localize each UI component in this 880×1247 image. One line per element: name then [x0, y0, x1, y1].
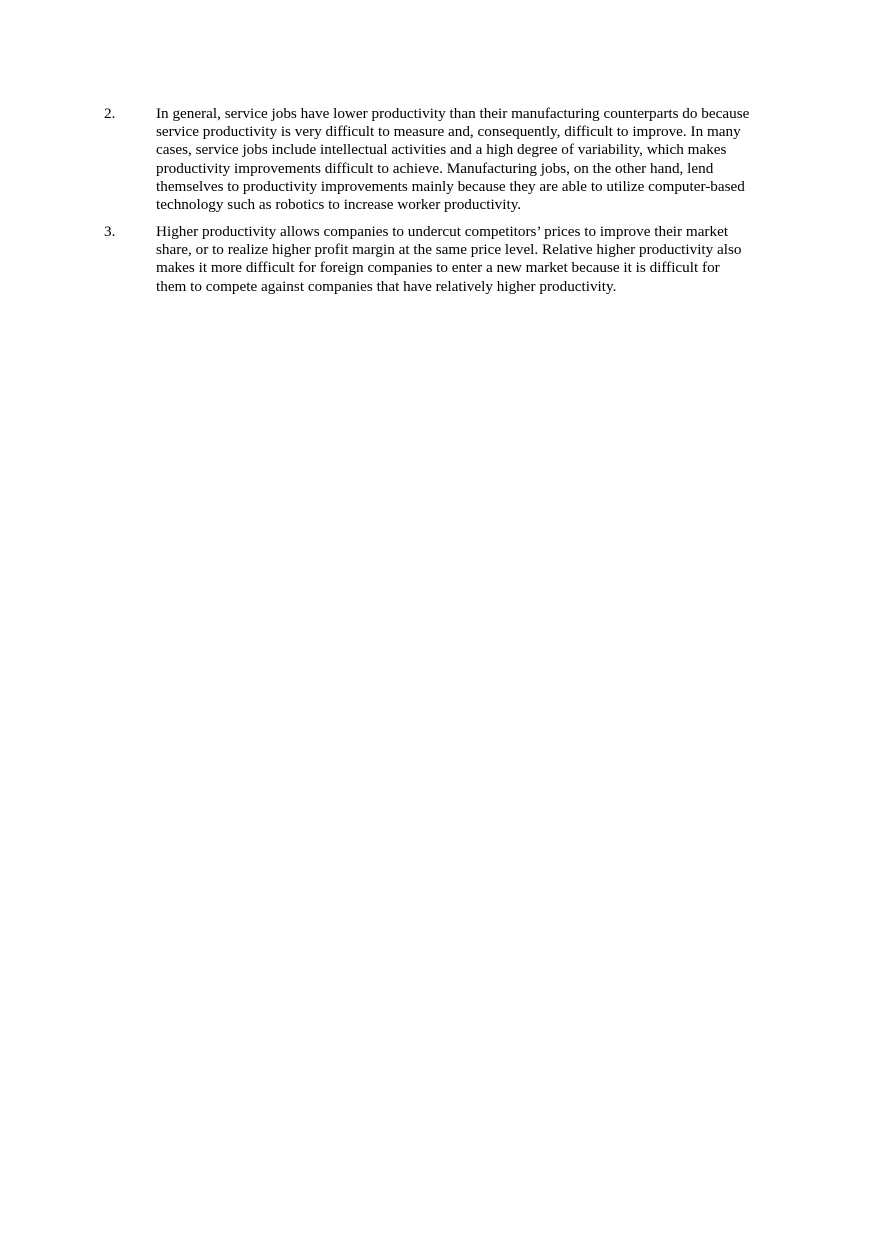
paragraph-line: technology such as robotics to increase worker productivity.: [156, 196, 522, 214]
paragraph-line: them to compete against companies that have relatively higher productivity.: [156, 277, 617, 295]
paragraph-line: share, or to realize higher profit margin at the same price level. Relative higher productivity also: [156, 241, 742, 259]
paragraph-line: themselves to productivity improvements mainly because they are able to utilize computer-based: [156, 177, 745, 195]
paragraph-line: makes it more difficult for foreign companies to enter a new market because it is difficult for: [156, 259, 720, 277]
list-item-paragraph: [156, 105, 782, 214]
list-item-number: 2.: [104, 105, 116, 122]
paragraph-line: In general, service jobs have lower productivity than their manufacturing counterparts do because: [156, 105, 750, 122]
list-item-paragraph: [156, 223, 782, 296]
paragraph-line: Higher productivity allows companies to undercut competitors’ prices to improve their market: [156, 223, 729, 240]
paragraph-line: service productivity is very difficult to measure and, consequently, difficult to improve. In many: [156, 123, 741, 141]
list-item-number: 3.: [104, 223, 116, 240]
paragraph-line: cases, service jobs include intellectual activities and a high degree of variability, which makes: [156, 141, 727, 159]
paragraph-line: productivity improvements difficult to achieve. Manufacturing jobs, on the other hand, lend: [156, 159, 714, 177]
